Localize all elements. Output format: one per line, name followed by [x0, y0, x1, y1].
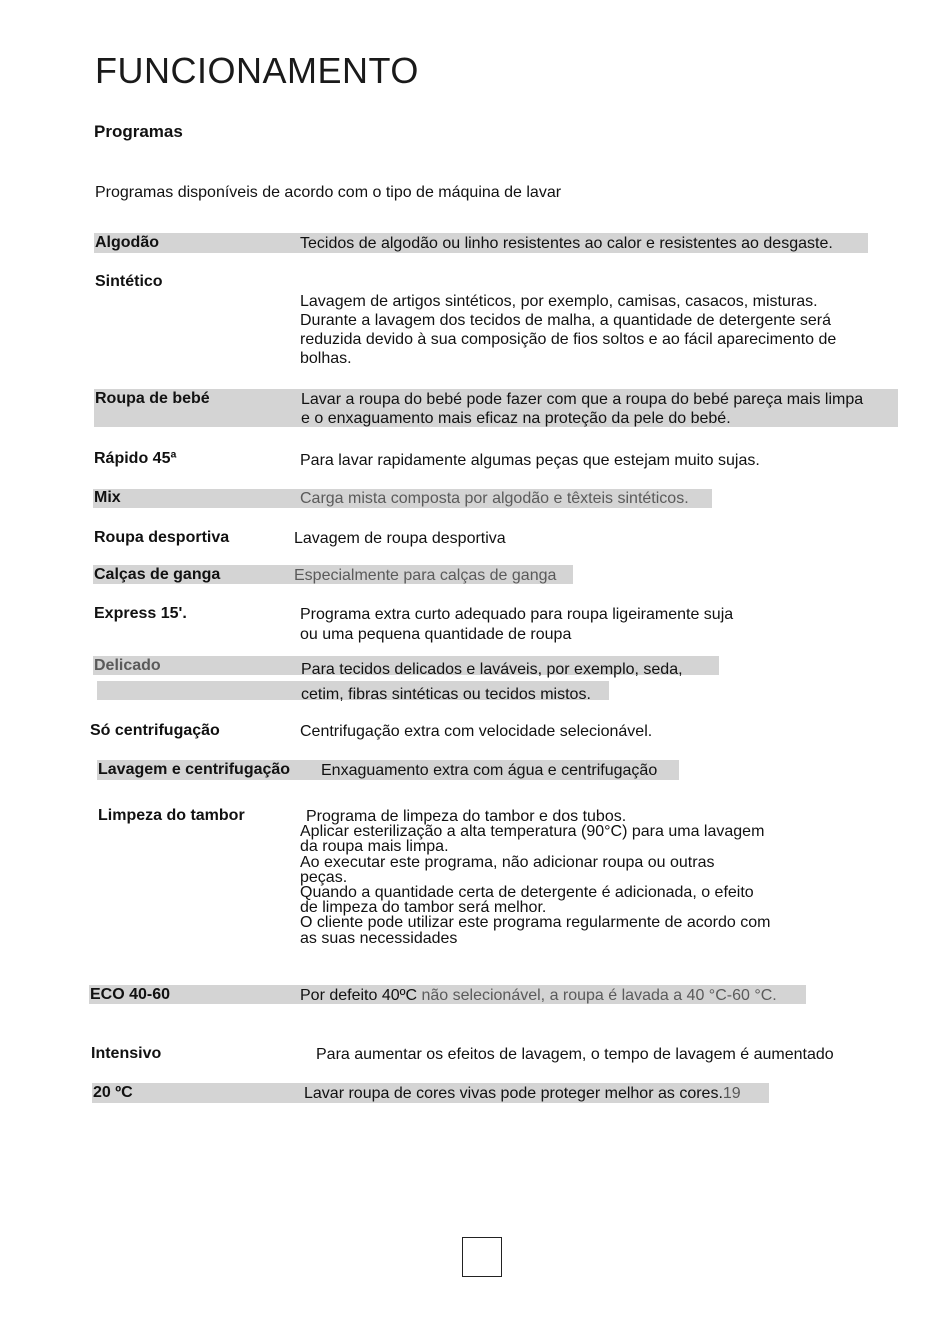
program-name-centrifugacao: Só centrifugação — [90, 722, 220, 739]
program-desc-rapido: Para lavar rapidamente algumas peças que estejam muito sujas. — [300, 452, 760, 469]
program-name-limpeza-tambor: Limpeza do tambor — [98, 807, 245, 824]
desc-line: bolhas. — [300, 350, 352, 367]
program-name-eco: ECO 40-60 — [90, 986, 171, 1003]
desc-part: Por defeito 40ºC — [300, 987, 418, 1004]
program-name-ganga: Calças de ganga — [94, 566, 221, 583]
desc-line: Lavar a roupa do bebé pode fazer com que a roupa do bebé pareça mais limpa — [301, 391, 864, 408]
intro-text: Programas disponíveis de acordo com o tipo de máquina de lavar — [95, 184, 562, 201]
program-name-delicado: Delicado — [94, 657, 161, 674]
desc-line: peças. — [300, 868, 348, 886]
program-desc-limpeza-tambor — [300, 809, 770, 946]
desc-line: reduzida devido à sua composição de fios soltos e ao fácil aparecimento de — [300, 331, 837, 348]
desc-line: ou uma pequena quantidade de roupa — [300, 626, 572, 643]
program-desc-algodao: Tecidos de algodão ou linho resistentes ao calor e resistentes ao desgaste. — [300, 235, 833, 252]
program-desc-eco — [300, 986, 777, 1005]
program-name-desportiva: Roupa desportiva — [94, 529, 230, 546]
program-name-algodao: Algodão — [95, 234, 159, 251]
desc-part: Lavar roupa de cores vivas pode proteger melhor as cores. — [304, 1085, 723, 1102]
program-desc-mix: Carga mista composta por algodão e têxteis sintéticos. — [300, 490, 689, 507]
program-desc-desportiva: Lavagem de roupa desportiva — [294, 530, 506, 547]
program-name-express: Express 15'. — [94, 605, 187, 622]
program-desc-ganga: Especialmente para calças de ganga — [294, 567, 557, 584]
program-desc-roupa-bebe — [301, 390, 863, 428]
desc-line: e o enxaguamento mais eficaz na proteção da pele do bebé. — [301, 410, 731, 427]
desc-line: Programa extra curto adequado para roupa ligeiramente suja — [300, 606, 734, 623]
desc-suffix: 19 — [722, 1085, 741, 1102]
desc-line: Para tecidos delicados e laváveis, por exemplo, seda, — [301, 661, 683, 678]
desc-line: cetim, fibras sintéticas ou tecidos mistos. — [301, 686, 591, 703]
page-title: FUNCIONAMENTO — [95, 50, 419, 91]
program-name-lavagem-centrifugacao: Lavagem e centrifugação — [98, 761, 291, 778]
page-number-box — [462, 1237, 502, 1277]
program-name-intensivo: Intensivo — [91, 1045, 162, 1062]
program-name-sintetico: Sintético — [95, 273, 163, 290]
desc-line: Programa de limpeza do tambor e dos tubos. — [306, 808, 627, 825]
program-name-roupa-bebe: Roupa de bebé — [95, 390, 210, 407]
desc-line: O cliente pode utilizar este programa regularmente de acordo com — [300, 914, 771, 932]
program-desc-lavagem-centrifugacao: Enxaguamento extra com água e centrifugação — [321, 762, 658, 779]
section-heading: Programas — [94, 122, 183, 141]
desc-line: Quando a quantidade certa de detergente é adicionada, o efeito — [300, 884, 754, 902]
desc-line: de limpeza do tambor será melhor. — [300, 899, 547, 917]
program-desc-express — [300, 605, 733, 645]
program-desc-intensivo: Para aumentar os efeitos de lavagem, o tempo de lavagem é aumentado — [316, 1046, 834, 1063]
desc-line: Ao executar este programa, não adicionar roupa ou outras — [300, 853, 715, 871]
desc-line: Aplicar esterilização a alta temperatura (90°C) para uma lavagem — [300, 823, 765, 841]
program-name-20c: 20 ºC — [93, 1084, 133, 1101]
desc-line: Durante a lavagem dos tecidos de malha, a quantidade de detergente será — [300, 312, 832, 329]
desc-line: da roupa mais limpa. — [300, 838, 449, 856]
desc-line: as suas necessidades — [300, 929, 458, 947]
program-desc-delicado — [301, 657, 683, 707]
desc-part: não selecionável, a roupa é lavada a 40 °C-60 °C. — [417, 987, 777, 1004]
program-desc-sintetico — [300, 292, 836, 368]
program-desc-20c — [304, 1084, 741, 1103]
desc-line: Lavagem de artigos sintéticos, por exemplo, camisas, casacos, misturas. — [300, 293, 818, 310]
program-name-mix: Mix — [94, 489, 121, 506]
program-desc-centrifugacao: Centrifugação extra com velocidade selecionável. — [300, 723, 653, 740]
program-name-rapido: Rápido 45ª — [94, 450, 177, 467]
